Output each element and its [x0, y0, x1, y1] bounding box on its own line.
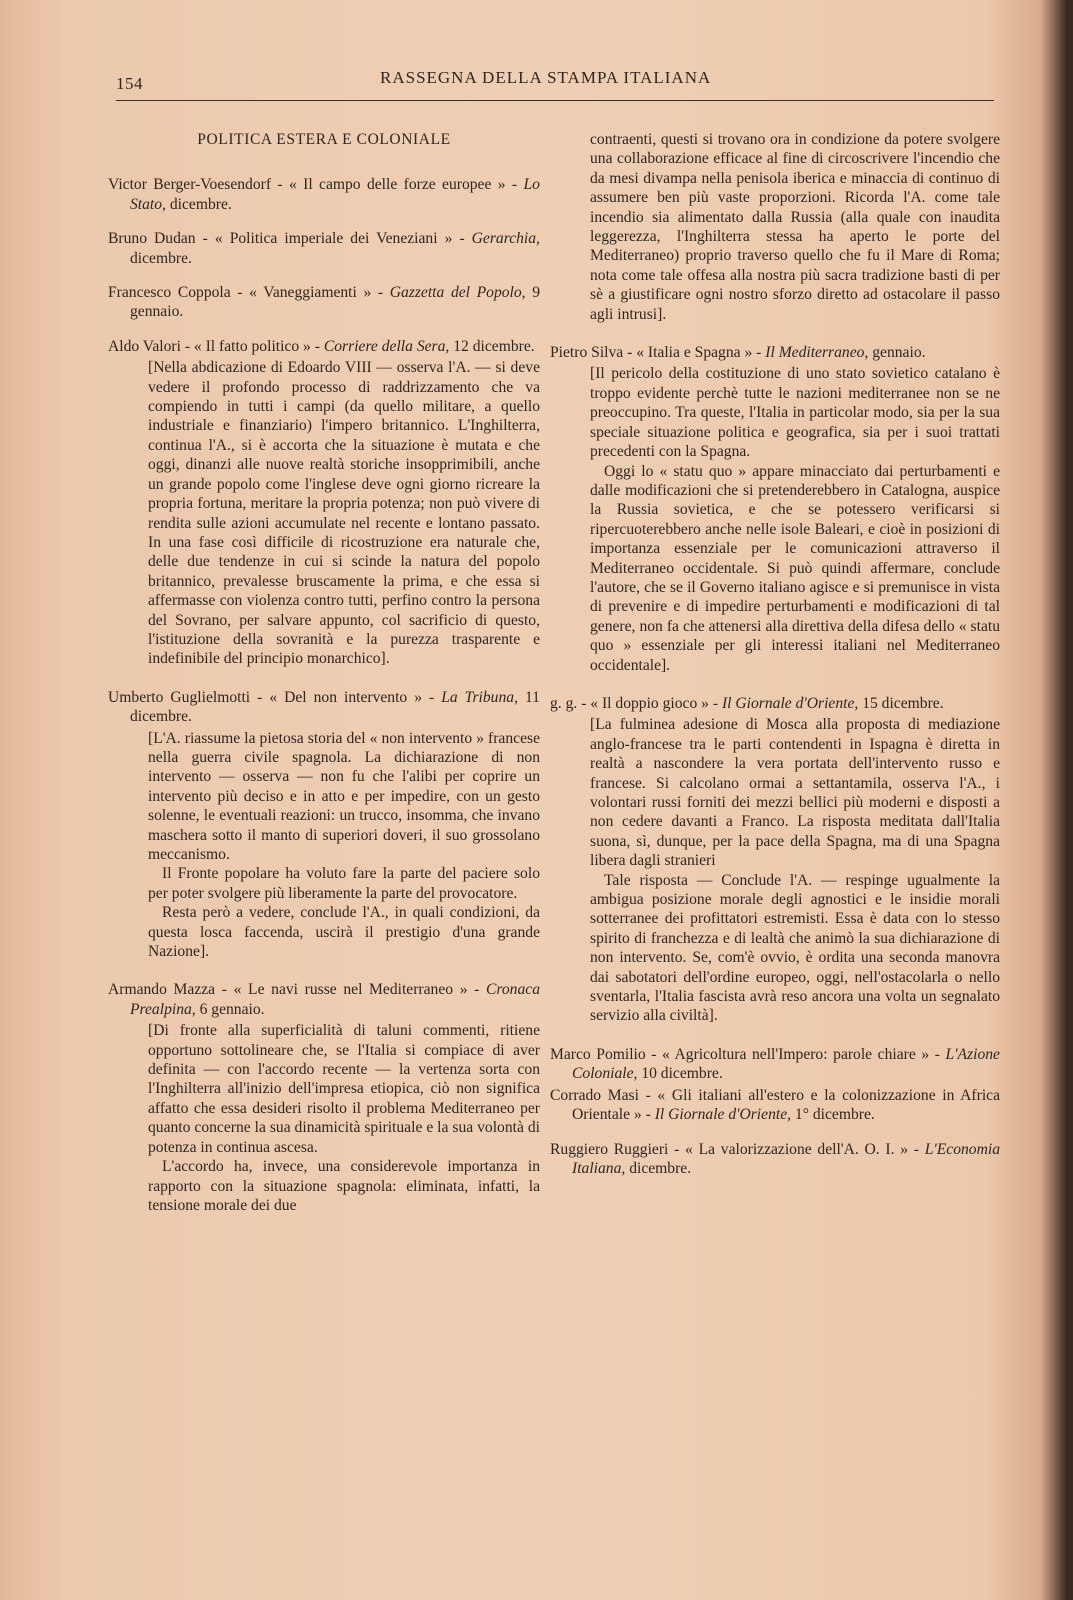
- summary-paragraph: [La fulminea adesione di Mosca alla proposta di mediazione anglo-francese tra le parti contendenti in Ispagna è diretta in realtà a nascondere la vera portata dell'intervento russo e francese. Si calcolano ormai a settantamila, osserva l'A., i volontari russi forniti dei mezzi bellici più moderni e disposti a non cedere davanti a Franco. La risposta meditata dall'Italia suona, sì, dunque, per la pace della Spagna, ma di una Spagna libera dagli stranieri: [590, 716, 1000, 870]
- bibliography-entry: Umberto Guglielmotti - « Del non intervento » - La Tribuna, 11 dicembre.: [108, 688, 540, 726]
- bibliography-entry: Corrado Masi - « Gli italiani all'estero e la colonizzazione in Africa Orientale » - Il Giornale d'Oriente, 1° dicembre.: [550, 1086, 1000, 1124]
- page-header: [116, 66, 994, 101]
- right-column: [550, 130, 1000, 1193]
- summary-paragraph: L'accordo ha, invece, una considerevole importanza in rapporto con la situazione spagnola: eliminata, infatti, la tensione morale dei due: [148, 1158, 540, 1214]
- entry-date: 1° dicembre.: [794, 1106, 875, 1124]
- entry-date: gennaio.: [872, 344, 926, 362]
- entry-title: « Il campo delle forze europee »: [288, 176, 506, 194]
- bibliography-entry: Ruggiero Ruggieri - « La valorizzazione dell'A. O. I. » - L'Economia Italiana, dicembre.: [550, 1140, 1000, 1177]
- entry-author: Umberto Guglielmotti: [108, 688, 251, 706]
- summary-paragraph: [Il pericolo della costituzione di uno stato sovietico catalano è troppo evidente perchè tutte le nazioni mediterranee non se ne preoccupino. Tra queste, l'Italia in particolar modo, sia per la sua speciale situazione politica e geografica, sia per i suoi trattati precedenti con la Spagna.: [590, 365, 1000, 461]
- entry-author: Corrado Masi: [550, 1086, 639, 1104]
- entry-title: « Politica imperiale dei Veneziani »: [214, 230, 453, 248]
- section-title: POLITICA ESTERA E COLONIALE: [197, 131, 451, 148]
- left-column: [108, 130, 540, 1215]
- entry-source: La Tribuna,: [441, 688, 518, 706]
- entry-source: Cronaca Prealpina,: [130, 981, 540, 1018]
- bibliography-entry: Marco Pomilio - « Agricoltura nell'Impero: parole chiare » - L'Azione Coloniale, 10 dicembre.: [550, 1045, 1000, 1083]
- entry-author: g. g.: [550, 694, 578, 712]
- entry-summary: [148, 358, 540, 669]
- bibliography-entry: Aldo Valori - « Il fatto politico » - Corriere della Sera, 12 dicembre.: [108, 337, 535, 355]
- entry-source: L'Economia Italiana,: [572, 1140, 1000, 1177]
- entry-author: Armando Mazza: [108, 981, 216, 999]
- running-title: RASSEGNA DELLA STAMPA ITALIANA: [380, 68, 712, 87]
- bibliography-entry: Bruno Dudan - « Politica imperiale dei Veneziani » - Gerarchia, dicembre.: [108, 230, 540, 267]
- entry-title: « Vaneggiamenti »: [249, 284, 372, 302]
- entry-author: Aldo Valori: [108, 337, 181, 355]
- entry-title: « Il doppio gioco »: [590, 694, 709, 712]
- entry-author: Ruggiero Ruggieri: [550, 1140, 669, 1158]
- bibliography-entry: Armando Mazza - « Le navi russe nel Mediterraneo » - Cronaca Prealpina, 6 gennaio.: [108, 981, 540, 1018]
- entry-title: « Gli italiani all'estero e la colonizzazione in Africa Orientale »: [572, 1086, 1000, 1124]
- summary-paragraph: Oggi lo « statu quo » appare minacciato dai perturbamenti e dalle modificazioni che si pretenderebbero in Catalogna, auspice la Russia sovietica, e che se potessero verificarsi si ripercuoterebbero anche nelle isole Baleari, e cioè in posizioni di importanza essenziale per le comunicazioni attraverso il Mediterraneo occidentale. Si può quindi affermare, conclude l'autore, che se il Governo italiano agisce e si premunisce in vista di prevenire e di impedire perturbamenti e modificazioni di tal genere, non fa che attenersi alla direttiva della difesa dello « statu quo » essenziale per gli interessi italiani nel Mediterraneo occidentale].: [590, 462, 1000, 674]
- bibliography-entry: Francesco Coppola - « Vaneggiamenti » - Gazzetta del Popolo, 9 gennaio.: [108, 284, 541, 321]
- entry-source: Corriere della Sera,: [323, 337, 450, 355]
- bibliography-entry: g. g. - « Il doppio gioco » - Il Giornale d'Oriente, 15 dicembre.: [550, 694, 944, 712]
- entry-source: Il Giornale d'Oriente,: [721, 694, 859, 712]
- entry-title: « La valorizzazione dell'A. O. I. »: [685, 1140, 909, 1158]
- entry-author: Marco Pomilio: [550, 1045, 646, 1063]
- entry-title: « Agricoltura nell'Impero: parole chiare »: [662, 1045, 930, 1063]
- entry-summary: [148, 1021, 540, 1215]
- entry-source: L'Azione Coloniale,: [572, 1045, 1000, 1083]
- entry-source: Lo Stato,: [130, 176, 540, 213]
- bibliography-entry: Victor Berger-Voesendorf - « Il campo delle forze europee » - Lo Stato, dicembre.: [108, 176, 540, 213]
- entry-summary: [148, 729, 540, 962]
- entry-author: Victor Berger-Voesendorf: [108, 176, 272, 194]
- entry-date: 10 dicembre.: [641, 1065, 723, 1083]
- entry-summary-continued: [590, 130, 1000, 324]
- entry-source: Gerarchia,: [471, 230, 540, 248]
- entry-date: 12 dicembre.: [453, 337, 535, 355]
- summary-paragraph: Tale risposta — Conclude l'A. — respinge ugualmente la ambigua posizione morale degli agnostici e le insidie morali sotterranee dei profittatori estremisti. Essa è data con lo stesso spirito di franchezza e di lealtà che animò la sua dichiarazione di non intervento. Se, com'è ovvio, è ordita una seconda manovra dai sabotatori dell'ordine europeo, oggi, nell'ostacolarla o nello sventarla, l'Italia fascista avrà reso ancora una volta un segnalato servizio alla civiltà].: [590, 871, 1000, 1025]
- summary-paragraph: [Nella abdicazione di Edoardo VIII — osserva l'A. — si deve vedere il profondo processo di raddrizzamento che va compiendo in tutti i campi (da quello militare, a quello industriale e finanziario) l'impero britannico. L'Inghilterra, continua l'A., si è accorta che la situazione è mutata e che oggi, dinanzi alle nuove realtà storiche insopprimibili, anche un grande popolo come l'inglese deve ogni giorno ricreare la propria fortuna, meritare la propria potenza; non può vivere di rendita sulle azioni accumulate nel recente e lontano passato. In una fase così difficile di ricostruzione era naturale che, delle due tendenze in cui si scinde la natura del popolo britannico, prevalesse bruscamente la prima, e che essa si affermasse con violenza contro tutti, perfino contro la persona del Sovrano, per salvare appunto, col sacrificio di questo, l'istituzione della sovranità e la purezza trasparente e indefinibile del principio monarchico].: [148, 359, 540, 668]
- entry-title: « Il fatto politico »: [193, 337, 311, 355]
- entry-date: 6 gennaio.: [199, 1000, 265, 1018]
- summary-paragraph: Resta però a vedere, conclude l'A., in quali condizioni, da questa losca faccenda, uscirà il prestigio d'una grande Nazione].: [148, 904, 540, 961]
- entry-summary: [590, 364, 1000, 675]
- page-number: 154: [116, 74, 143, 93]
- entry-source: Gazzetta del Popolo,: [389, 284, 526, 302]
- entry-title: « Le navi russe nel Mediterraneo »: [233, 981, 468, 999]
- entry-source: Il Giornale d'Oriente,: [654, 1106, 792, 1124]
- entry-author: Bruno Dudan: [108, 230, 196, 248]
- entry-date: 15 dicembre.: [862, 694, 944, 712]
- entry-date: dicembre.: [169, 195, 232, 213]
- entry-title: « Italia e Spagna »: [636, 344, 753, 362]
- entry-date: 11 dicembre.: [130, 688, 540, 726]
- summary-paragraph: [L'A. riassume la pietosa storia del « non intervento » francese nella guerra civile spagnola. La dichiarazione di non intervento — osserva — non fu che l'alibi per coprire un intervento più deciso e in atto e per impedire, con un gesto solenne, le eventuali reazioni: un trucco, insomma, che invano maschera sotto il manto di superiori doveri, il suo grossolano meccanismo.: [148, 729, 540, 863]
- summary-paragraph: [Di fronte alla superficialità di taluni commenti, ritiene opportuno sottolineare che, se l'Italia si compiace di aver definita — con l'accordo recente — la vertenza sorta con l'Inghilterra all'inizio dell'impresa etiopica, ciò non significa affatto che essa desideri risolto il problema Mediterraneo per quanto concerne la sua dinamicità spirituale e la sua volontà di potenza in continua ascesa.: [148, 1022, 540, 1156]
- entry-title: « Del non intervento »: [269, 688, 423, 706]
- entry-author: Pietro Silva: [550, 344, 624, 362]
- entry-summary: [590, 715, 1000, 1026]
- entry-date: dicembre.: [629, 1159, 692, 1177]
- entry-author: Francesco Coppola: [108, 284, 231, 302]
- summary-paragraph: Il Fronte popolare ha voluto fare la parte del paciere solo per poter svolgere più liberamente la parte del provocatore.: [148, 865, 540, 902]
- entry-date: 9 gennaio.: [130, 284, 541, 321]
- bibliography-entry: Pietro Silva - « Italia e Spagna » - Il Mediterraneo, gennaio.: [550, 344, 926, 362]
- entry-date: dicembre.: [130, 249, 192, 267]
- summary-paragraph: contraenti, questi si trovano ora in condizione da potere svolgere una collaborazione efficace al fine di circoscrivere l'incendio che da mesi divampa nella penisola iberica e minaccia di continuo di assumere ben più vaste proporzioni. Ricorda l'A. come tale incendio sia alimentato dalla Russia (alla quale con inaudita leggerezza, l'Inghilterra stessa ha aperto le porte del Mediterraneo) proprio traverso quello che fu il Mare di Roma; nota come tale offesa alla nostra più sacra tradizione basti di per sè a giustificare ogni nostro sforzo diretto ad ostacolare il passo agli intrusi].: [590, 131, 1000, 323]
- entry-source: Il Mediterraneo,: [765, 344, 869, 362]
